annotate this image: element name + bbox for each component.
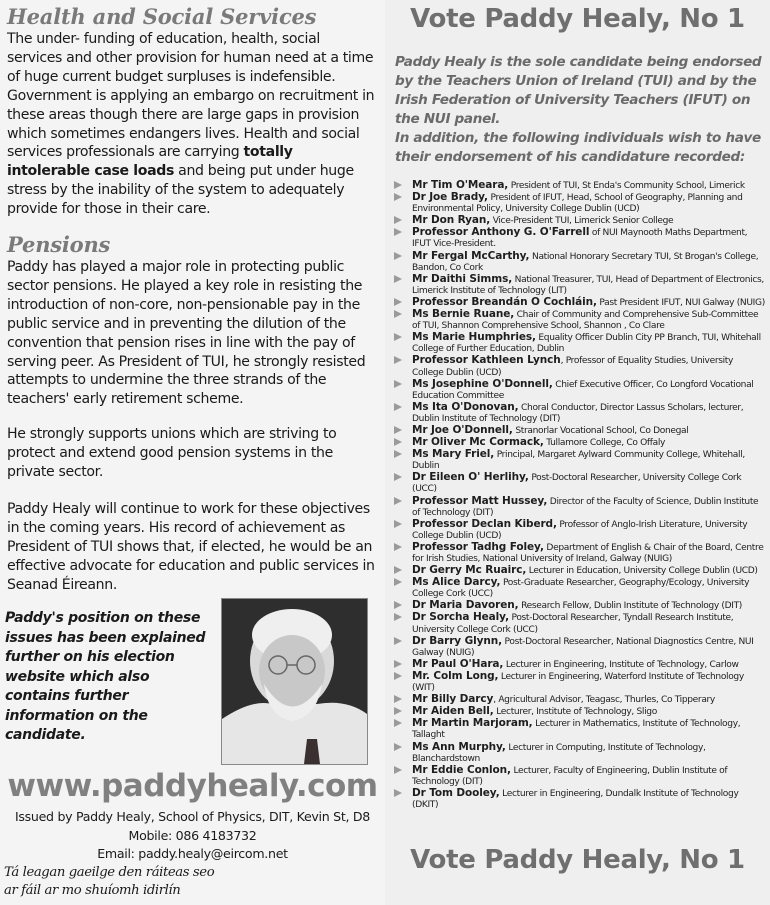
irish-line-2: ar fáil ar mo shuíomh idirlín — [4, 883, 181, 898]
endorsement-item — [393, 765, 765, 788]
endorser-detail: Stranorlar Vocational School, Co Donegal — [512, 425, 689, 436]
endorser-detail: National Treasurer, TUI, Head of Department of Electronics, Limerick Institute of Technology (LIT) — [412, 274, 764, 296]
pensions-heading: Pensions — [7, 232, 111, 257]
endorser-detail: Post-Graduate Researcher, Geography/Ecology, University College Cork (UCC) — [412, 578, 750, 600]
bullet-arrow-icon — [394, 613, 402, 621]
endorsement-intro — [395, 53, 767, 168]
endorsement-item — [393, 402, 765, 425]
endorser-detail: of NUI Maynooth Maths Department, IFUT Vice-President. — [412, 228, 748, 250]
bullet-arrow-icon — [394, 310, 402, 318]
endorsement-item — [393, 718, 765, 741]
endorser-name: Mr Oliver Mc Cormack, — [412, 436, 544, 449]
bullet-arrow-icon — [394, 438, 402, 446]
endorsement-item — [393, 496, 765, 519]
right-page — [385, 0, 770, 905]
candidate-photo — [221, 598, 368, 765]
endorser-detail: Choral Conductor, Director Lassus Scholars, lecturer, Dublin Institute of Technology (DIT) — [412, 402, 744, 424]
endorsement-item — [393, 519, 765, 542]
endorser-detail: , Professor of Equality Studies, University College Dublin (UCD) — [412, 356, 734, 378]
vote-heading-top: Vote Paddy Healy, No 1 — [410, 4, 745, 34]
endorser-name: Mr Fergal McCarthy, — [412, 249, 530, 262]
endorser-detail: Tullamore College, Co Offaly — [543, 438, 666, 449]
bullet-arrow-icon — [394, 252, 402, 260]
endorsement-item — [393, 472, 765, 495]
endorsement-item — [393, 577, 765, 600]
endorser-detail: Post-Doctoral Researcher, Tyndall Research Institute, University College Cork (UCC) — [412, 613, 734, 635]
bullet-arrow-icon — [394, 719, 402, 727]
endorser-detail: Lecturer in Mathematics, Institute of Technology, Tallaght — [412, 719, 741, 741]
bullet-arrow-icon — [394, 566, 402, 574]
intro-sentence-1: Paddy Healy is the sole candidate being endorsed by the Teachers Union of Ireland (TUI) and by the Irish Federation of University Teachers (IFUT) on the NUI panel. — [395, 54, 762, 128]
endorser-detail: Lecturer in Engineering, Dundalk Institute of Technology (DKIT) — [412, 788, 739, 810]
website-callout: Paddy's position on these issues has been explained further on his election website which also contains further information on the candidate. — [5, 610, 206, 743]
endorser-detail: Post-Doctoral Researcher, University College Cork (UCC) — [412, 473, 742, 495]
bullet-arrow-icon — [394, 473, 402, 481]
endorser-name: Mr Eddie Conlon, — [412, 763, 511, 776]
vote-heading-bottom: Vote Paddy Healy, No 1 — [410, 845, 745, 875]
endorser-detail: Department of English & Chair of the Board, Centre for Irish Studies, National University of Ireland, Galway (NUIG) — [412, 542, 764, 564]
bullet-arrow-icon — [394, 228, 402, 236]
endorser-detail: Past President IFUT, NUI Galway (NUIG) — [596, 297, 765, 308]
bullet-arrow-icon — [394, 426, 402, 434]
endorser-detail: Chief Executive Officer, Co Longford Vocational Education Committee — [412, 379, 754, 401]
endorsement-item — [393, 671, 765, 694]
irish-line-1: Tá leagan gaeilge den ráiteas seo — [4, 865, 215, 880]
bullet-arrow-icon — [394, 637, 402, 645]
bullet-arrow-icon — [394, 789, 402, 797]
endorser-name: Professor Matt Hussey, — [412, 494, 548, 507]
endorser-name: Mr Tim O'Meara, — [412, 179, 509, 191]
endorsement-item — [393, 355, 765, 378]
bullet-arrow-icon — [394, 497, 402, 505]
bullet-arrow-icon — [394, 743, 402, 751]
bullet-arrow-icon — [394, 275, 402, 283]
endorser-name: Mr Paul O'Hara, — [412, 657, 504, 670]
endorser-name: Professor Declan Kiberd, — [412, 517, 557, 530]
endorser-name: Dr Sorcha Healy, — [412, 611, 509, 624]
health-paragraph — [7, 30, 377, 219]
endorser-name: Professor Tadhg Foley, — [412, 540, 544, 553]
bullet-arrow-icon — [394, 601, 402, 609]
endorser-name: Dr Barry Glynn, — [412, 634, 502, 647]
bullet-arrow-icon — [394, 181, 402, 189]
bullet-arrow-icon — [394, 695, 402, 703]
endorser-name: Professor Anthony G. O'Farrell — [412, 226, 590, 239]
bullet-arrow-icon — [394, 298, 402, 306]
endorser-detail: Chair of Community and Comprehensive Sub-Committee of TUI, Shannon Comprehensive School, Shannon , Co Clare — [412, 310, 759, 332]
endorsement-item — [393, 274, 765, 297]
endorser-detail: Lecturer in Education, University College Dublin (UCD) — [526, 566, 758, 577]
endorser-name: Mr. Colm Long, — [412, 669, 499, 682]
endorser-detail: Post-Doctoral Researcher, National Diagnostics Centre, NUI Galway (NUIG) — [412, 636, 754, 658]
endorser-detail: Professor of Anglo-Irish Literature, University College Dublin (UCD) — [412, 519, 748, 541]
endorser-name: Mr Daithi Simms, — [412, 272, 513, 285]
bullet-arrow-icon — [394, 333, 402, 341]
email-line: Email: paddy.healy@eircom.net — [97, 846, 288, 861]
issued-by-line: Issued by Paddy Healy, School of Physics, DIT, Kevin St, D8 — [14, 809, 370, 824]
endorser-name: Dr Gerry Mc Ruairc, — [412, 564, 527, 577]
endorser-name: Mr Don Ryan, — [412, 214, 491, 227]
bullet-arrow-icon — [394, 520, 402, 528]
pensions-paragraph-3: Paddy Healy will continue to work for these objectives in the coming years. His record of achievement as President of TUI shows that, if elected, he would be an effective advocate for education and public services in Seanad Éireann. — [7, 501, 375, 593]
endorser-name: Dr Joe Brady, — [412, 191, 488, 204]
bullet-arrow-icon — [394, 578, 402, 586]
endorser-name: Ms Bernie Ruane, — [412, 308, 515, 321]
endorsement-item — [393, 742, 765, 765]
endorsement-item — [393, 309, 765, 332]
endorser-name: Professor Kathleen Lynch — [412, 354, 561, 367]
endorser-name: Ms Ita O'Donovan, — [412, 400, 519, 413]
bullet-arrow-icon — [394, 356, 402, 364]
endorsement-item — [393, 251, 765, 274]
bullet-arrow-icon — [394, 660, 402, 668]
bullet-arrow-icon — [394, 403, 402, 411]
endorser-name: Professor Breandán O Cochláin, — [412, 295, 597, 308]
bullet-arrow-icon — [394, 672, 402, 680]
pensions-paragraph-2: He strongly supports unions which are striving to protect and extend good pension systems in the private sector. — [7, 426, 337, 480]
endorsement-item — [393, 612, 765, 635]
bullet-arrow-icon — [394, 450, 402, 458]
endorser-detail: Lecturer in Engineering, Institute of Technology, Carlow — [503, 659, 739, 670]
bullet-arrow-icon — [394, 766, 402, 774]
endorser-detail: Equality Officer Dublin City PP Branch, TUI, Whitehall College of Further Education, Dublin — [412, 333, 761, 355]
bullet-arrow-icon — [394, 193, 402, 201]
bullet-arrow-icon — [394, 543, 402, 551]
endorser-name: Mr Billy Darcy — [412, 693, 494, 706]
health-text-2: and being put under huge stress by the inability of the system to adequately provide for those in their care. — [7, 163, 354, 218]
endorser-name: Dr Eileen O' Herlihy, — [412, 471, 529, 484]
endorsement-item — [393, 449, 765, 472]
issuer-block — [0, 808, 385, 864]
endorser-name: Mr Aiden Bell, — [412, 705, 494, 718]
endorser-name: Mr Martin Marjoram, — [412, 717, 533, 730]
endorser-detail: National Honorary Secretary TUI, St Brogan's College, Bandon, Co Cork — [412, 251, 759, 273]
endorser-detail: Vice-President TUI, Limerick Senior College — [490, 216, 674, 227]
endorser-detail: , Agricultural Advisor, Teagasc, Thurles, Co Tipperary — [493, 695, 715, 706]
endorsement-item — [393, 636, 765, 659]
bullet-arrow-icon — [394, 707, 402, 715]
mobile-line: Mobile: 086 4183732 — [128, 827, 257, 843]
portrait-image — [222, 599, 367, 764]
endorser-detail: Lecturer, Faculty of Engineering, Dublin Institute of Technology (DIT) — [412, 765, 728, 787]
endorser-detail: Research Fellow, Dublin Institute of Technology (DIT) — [518, 601, 743, 612]
endorser-name: Mr Joe O'Donnell, — [412, 423, 513, 436]
health-heading: Health and Social Services — [7, 4, 317, 29]
health-text-1: The under- funding of education, health, social services and other provision for human need at a time of huge current budget surpluses is indefensible. Government is applying an embargo on recruitment in these areas though there are large gaps in provision which sometimes endangers lives. Health and social services professionals are carrying — [7, 31, 375, 161]
health-emphasis: totally intolerable case loads — [7, 144, 293, 180]
endorser-detail: Lecturer, Institute of Technology, Sligo — [493, 707, 657, 718]
endorser-name: Ms Alice Darcy, — [412, 576, 501, 589]
intro-sentence-2: In addition, the following individuals wish to have their endorsement of his candidature recorded: — [395, 130, 761, 166]
endorser-detail: Director of the Faculty of Science, Dublin Institute of Technology (DIT) — [412, 496, 759, 518]
bullet-arrow-icon — [394, 380, 402, 388]
website-url[interactable]: www.paddyhealy.com — [7, 768, 378, 804]
endorser-name: Ms Marie Humphries, — [412, 331, 536, 344]
irish-language-note — [4, 864, 214, 900]
pensions-paragraph-1: Paddy has played a major role in protecting public sector pensions. He played a key role in resisting the introduction of non-core, non-pensionable pay in the public service and in preventing the dilution of the convention that pension rises in line with the pay of serving peer. As President of TUI, he strongly resisted attempts to undermine the three strands of the teachers' early retirement scheme. — [7, 259, 366, 408]
endorser-name: Ms Josephine O'Donnell, — [412, 377, 553, 390]
endorser-detail: Lecturer in Engineering, Waterford Institute of Technology (WIT) — [412, 671, 744, 694]
endorsement-item — [393, 379, 765, 402]
endorser-detail: President of IFUT, Head, School of Geography, Planning and Environmental Policy, University College Dublin (UCD) — [412, 193, 743, 215]
endorsement-item — [393, 788, 765, 811]
endorser-name: Dr Maria Davoren, — [412, 599, 519, 612]
endorser-name: Ms Ann Murphy, — [412, 740, 506, 753]
endorsement-list — [393, 180, 765, 811]
endorser-name: Ms Mary Friel, — [412, 448, 495, 461]
bullet-arrow-icon — [394, 216, 402, 224]
endorser-detail: Principal, Margaret Aylward Community College, Whitehall, Dublin — [412, 450, 745, 472]
endorsement-item — [393, 227, 765, 250]
endorser-detail: Lecturer in Computing, Institute of Technology, Blanchardstown — [412, 742, 706, 764]
endorsement-item — [393, 542, 765, 565]
endorsement-item — [393, 192, 765, 215]
endorsement-item — [393, 332, 765, 355]
endorser-name: Dr Tom Dooley, — [412, 786, 500, 799]
endorser-detail: President of TUI, St Enda's Community School, Limerick — [508, 181, 745, 191]
